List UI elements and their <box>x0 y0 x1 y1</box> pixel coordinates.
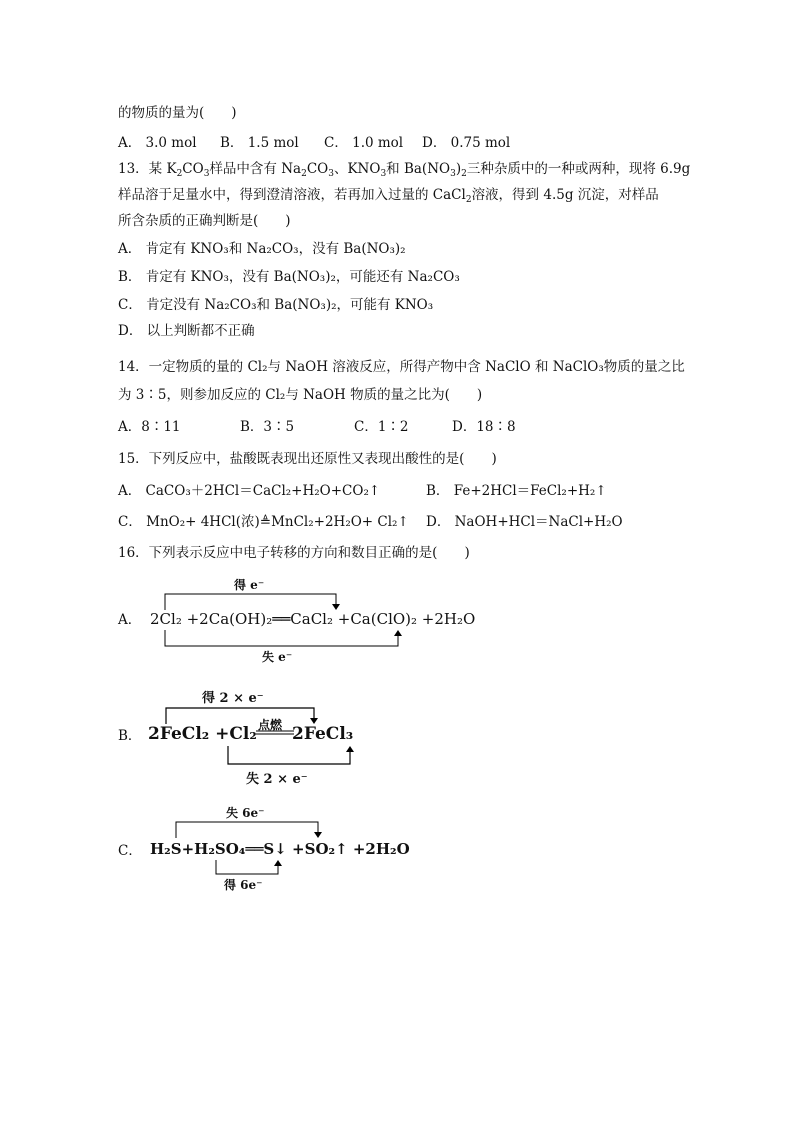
q13-option-b[interactable]: B． 肯定有 KNO₃，没有 Ba(NO₃)₂，可能还有 Na₂CO₃ <box>118 269 460 285</box>
q14-option-c[interactable]: C．1∶2 <box>354 419 409 435</box>
q15-option-d[interactable]: D． NaOH+HCl＝NaCl+H₂O <box>426 514 623 530</box>
q15-option-c[interactable]: C． MnO₂+ 4HCl(浓)≜MnCl₂+2H₂O+ Cl₂↑ <box>118 514 409 530</box>
q16-option-c-label: C． <box>118 843 142 859</box>
q14-stem-line2: 为 3∶5，则参加反应的 Cl₂与 NaOH 物质的量之比为( ) <box>118 387 483 403</box>
q16-option-b-equation-left: 2FeCl₂ +Cl₂ <box>148 724 257 744</box>
q14-option-d[interactable]: D．18∶8 <box>452 419 516 435</box>
q14-option-b[interactable]: B．3∶5 <box>240 419 295 435</box>
q16-option-c[interactable] <box>118 800 538 900</box>
q14-stem-line1: 14．一定物质的量的 Cl₂与 NaOH 溶液反应，所得产物中含 NaClO 和 NaClO₃物质的量之比 <box>118 359 685 375</box>
q16-option-a-gain-label: 得 e⁻ <box>234 578 265 592</box>
q16-option-a-label: A． <box>118 612 142 628</box>
q15-option-b[interactable]: B． Fe+2HCl＝FeCl₂+H₂↑ <box>426 483 607 499</box>
q16-option-c-gain-label: 得 6e⁻ <box>224 878 263 892</box>
q15-option-a[interactable]: A． CaCO₃＋2HCl＝CaCl₂+H₂O+CO₂↑ <box>118 483 381 499</box>
q12-tail: 的物质的量为( ) <box>118 105 237 121</box>
q13-stem-line1: 13．某 $K_2CO_3$样品中含有 $Na_2CO_3$、$KNO_3$和 $Ba(NO_3)_2$三种杂质中的一种或两种，现将 6.9g <box>118 161 691 179</box>
q16-option-b-equation-right: 2FeCl₃ <box>292 724 354 744</box>
q16-option-b-label: B． <box>118 728 142 744</box>
q16-option-c-loss-label: 失 6e⁻ <box>226 806 265 820</box>
q12-option-b[interactable]: B． 1.5 mol <box>220 135 299 151</box>
q13-stem-line3: 所含杂质的正确判断是( ) <box>118 213 291 229</box>
q15-stem: 15．下列反应中，盐酸既表现出还原性又表现出酸性的是( ) <box>118 451 497 467</box>
q16-option-b-condition: 点燃 <box>258 718 283 732</box>
q16-option-a-loss-label: 失 e⁻ <box>262 650 293 664</box>
q16-option-b-arrows <box>118 684 538 784</box>
q16-option-a-equation: 2Cl₂ +2Ca(OH)₂══CaCl₂ +Ca(ClO)₂ +2H₂O <box>150 610 476 628</box>
q16-option-a-arrows <box>118 572 538 672</box>
q13-option-c[interactable]: C． 肯定没有 Na₂CO₃和 Ba(NO₃)₂，可能有 KNO₃ <box>118 297 434 313</box>
q13-option-a[interactable]: A． 肯定有 KNO₃和 Na₂CO₃，没有 Ba(NO₃)₂ <box>118 241 406 257</box>
q12-option-a[interactable]: A． 3.0 mol <box>118 135 197 151</box>
q14-option-a[interactable]: A．8∶11 <box>118 419 181 435</box>
q16-option-b-loss-label: 失 2 × e⁻ <box>246 772 308 787</box>
q12-option-d[interactable]: D． 0.75 mol <box>422 135 511 151</box>
q16-option-b[interactable] <box>118 684 538 787</box>
q13-option-d[interactable]: D． 以上判断都不正确 <box>118 323 255 339</box>
q16-option-b-gain-label: 得 2 × e⁻ <box>202 691 264 706</box>
q16-stem: 16．下列表示反应中电子转移的方向和数目正确的是( ) <box>118 545 470 561</box>
q16-option-c-arrows <box>118 800 538 900</box>
q13-stem-line2: 样品溶于足量水中，得到澄清溶液，若再加入过量的 CaCl$_2$溶液，得到 4.5g 沉淀，对样品 <box>118 187 659 205</box>
q16-option-c-equation: H₂S+H₂SO₄══S↓ +SO₂↑ +2H₂O <box>150 840 410 858</box>
q12-option-c[interactable]: C． 1.0 mol <box>324 135 404 151</box>
q16-option-a[interactable] <box>118 572 538 672</box>
